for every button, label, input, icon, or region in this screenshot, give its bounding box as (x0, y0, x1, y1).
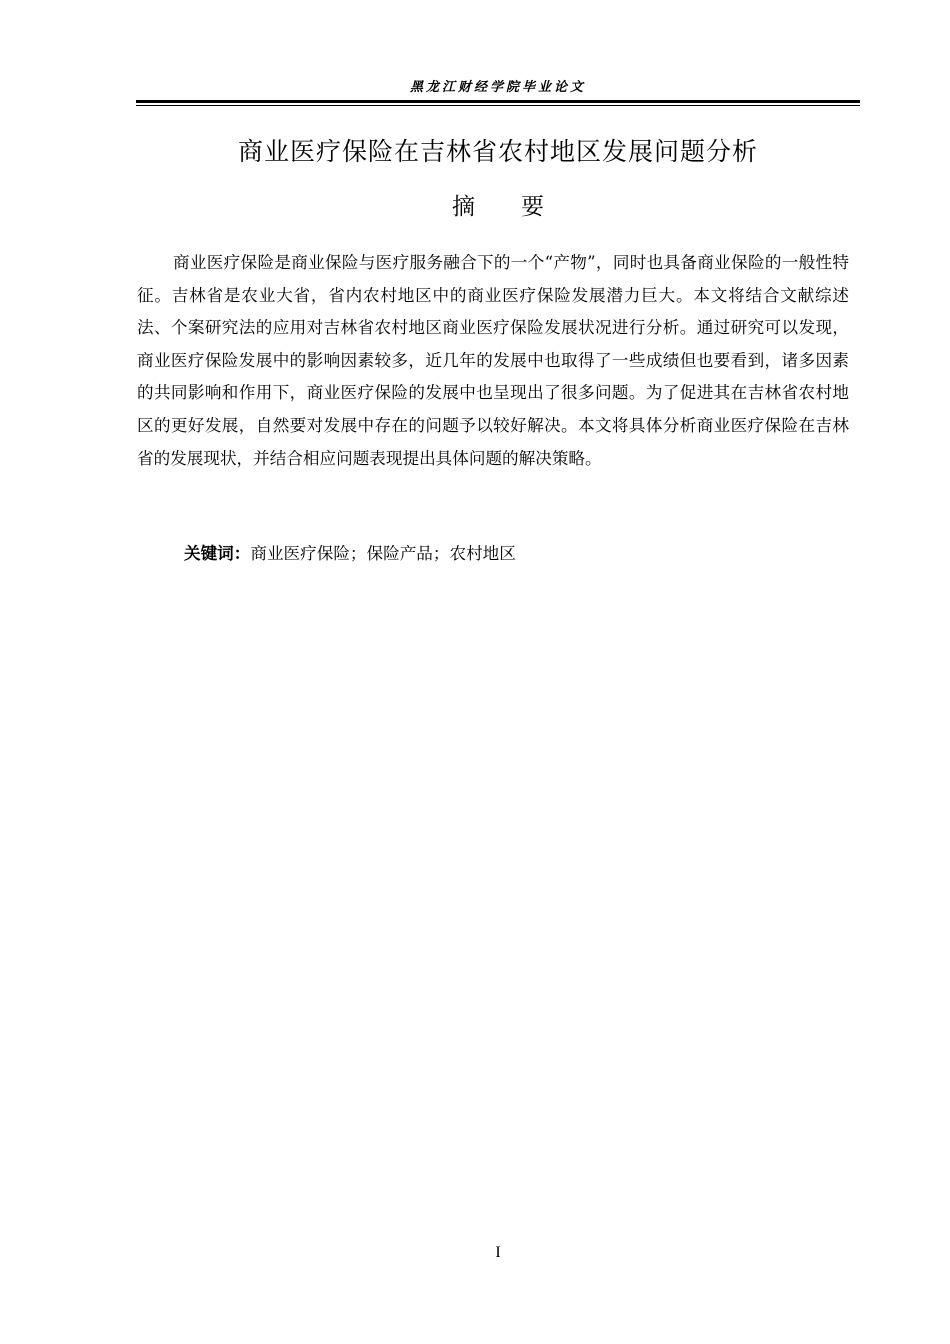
keywords-value: 商业医疗保险；保险产品；农村地区 (250, 544, 516, 563)
keywords-line (184, 538, 516, 570)
running-header: 黑龙江财经学院毕业论文 (409, 80, 586, 95)
header-rule-thick (136, 100, 860, 103)
header-rule-thin (136, 105, 860, 106)
page-number: I (495, 1244, 501, 1261)
keywords-label: 关键词： (184, 544, 251, 563)
abstract-heading: 摘要 (452, 194, 590, 220)
abstract-body: 商业医疗保险是商业保险与医疗服务融合下的一个“产物”，同时也具备商业保险的一般性特征。吉林省是农业大省，省内农村地区中的商业医疗保险发展潜力巨大。本文将结合文献综述法、个案研究法的应用对吉林省农村地区商业医疗保险发展状况进行分析。通过研究可以发现，商业医疗保险发展中的影响因素较多，近几年的发展中也取得了一些成绩但也要看到，诸多因素的共同影响和作用下，商业医疗保险的发展中也呈现出了很多问题。为了促进其在吉林省农村地区的更好发展，自然要对发展中存在的问题予以较好解决。本文将具体分析商业医疗保险在吉林省的发展现状，并结合相应问题表现提出具体问题的解决策略。 (137, 253, 849, 468)
document-title: 商业医疗保险在吉林省农村地区发展问题分析 (237, 137, 758, 166)
